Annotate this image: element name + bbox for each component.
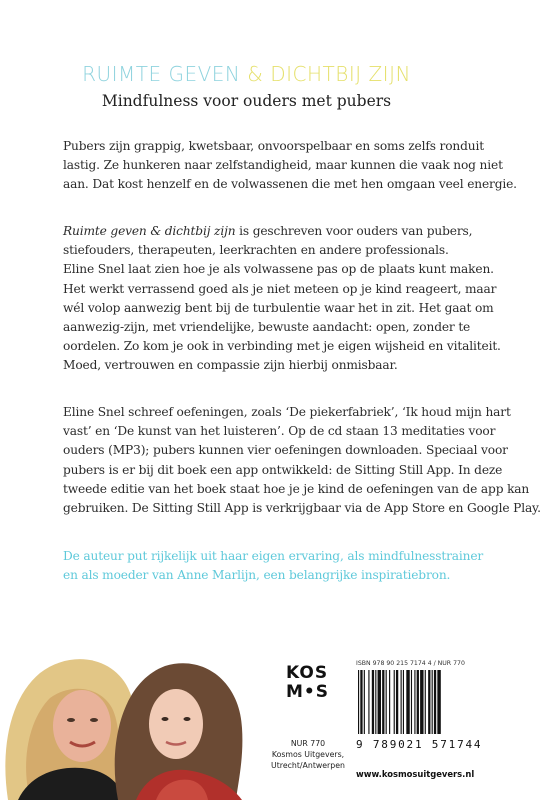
title-part-2: DICHTBIJ ZIJN (270, 62, 411, 86)
barcode-bar (386, 670, 387, 734)
kosmos-logo (286, 663, 330, 708)
nur-code: NUR 770 (290, 739, 326, 748)
blurb-paragraph-3 (63, 403, 541, 518)
barcode-bar (401, 670, 402, 734)
barcode-bar (414, 670, 415, 734)
barcode-bar (394, 670, 395, 734)
book-title (0, 62, 493, 86)
blurb-line: ouders (MP3); pubers kunnen vier oefeningen downloaden. Speciaal voor (63, 443, 508, 458)
barcode-bar (382, 670, 384, 734)
barcode-bar (417, 670, 419, 734)
barcode-bar (406, 670, 409, 734)
blurb-line: Moed, vertrouwen en compassie zijn hierbij onmisbaar. (63, 358, 398, 373)
barcode-bar (364, 670, 365, 734)
isbn-label: ISBN 978 90 215 7174 4 / NUR 770 (356, 660, 465, 667)
blurb-line: wél volop aanwezig bent bij de turbulentie waar het in zit. Het gaat om (63, 300, 494, 315)
blurb-line (63, 222, 473, 241)
book-title-italic: Ruimte geven & dichtbij zijn (63, 224, 236, 238)
isbn-digits: 9 789021 571744 (356, 738, 483, 751)
author-photo (0, 628, 250, 800)
blurb-line: Eline Snel laat zien hoe je als volwassene pas op de plaats kunt maken. (63, 262, 494, 277)
barcode-bar (375, 670, 376, 734)
blurb-line: lastig. Ze hunkeren naar zelfstandigheid, maar kunnen die vaak nog niet (63, 158, 503, 173)
book-subtitle: Mindfulness voor ouders met pubers (101, 92, 392, 110)
barcode-bar (420, 670, 423, 734)
blurb-text: is geschreven voor ouders van pubers, (235, 224, 473, 238)
blurb-line: Eline Snel schreef oefeningen, zoals ‘De piekerfabriek’, ‘Ik houd mijn hart (63, 405, 511, 419)
logo-text-bottom: M•S (286, 682, 330, 702)
barcode-bar (368, 670, 369, 734)
barcode (356, 670, 474, 736)
blurb-line: en als moeder van Anne Marlijn, een belangrijke inspiratiebron. (63, 568, 451, 583)
blurb-line: oordelen. Zo kom je ook in verbinding met je eigen wijsheid en vitaliteit. (63, 339, 501, 354)
barcode-bar (434, 670, 436, 734)
barcode-bar (432, 670, 433, 734)
blurb-line: aanwezig-zijn, met vriendelijke, bewuste aandacht: open, zonder te (63, 320, 471, 335)
blurb-line: gebruiken. De Sitting Still App is verkrijgbaar via de App Store en Google Play. (63, 501, 541, 516)
blurb-line: vast’ en ‘De kunst van het luisteren’. Op de cd staan 13 meditaties voor (63, 424, 496, 439)
blurb-line: Pubers zijn grappig, kwetsbaar, onvoorspelbaar en soms zelfs ronduit (63, 139, 484, 153)
logo-text-top: KOS (286, 663, 329, 683)
barcode-bar (389, 670, 390, 734)
barcode-bar (358, 670, 359, 734)
title-part-1: RUIMTE GEVEN (82, 62, 241, 86)
blurb-line: De auteur put rijkelijk uit haar eigen ervaring, als mindfulnesstrainer (63, 549, 484, 563)
blurb-line: stiefouders, therapeuten, leerkrachten en andere professionals. (63, 243, 449, 258)
barcode-bar (437, 670, 440, 734)
publisher-info (268, 738, 348, 771)
publisher-website: www.kosmosuitgevers.nl (356, 769, 475, 779)
title-ampersand: & (240, 62, 271, 86)
barcode-bar (372, 670, 374, 734)
blurb-paragraph-4 (63, 547, 484, 585)
barcode-bar (360, 670, 362, 734)
publisher-city: Utrecht/Antwerpen (271, 761, 345, 770)
barcode-bar (378, 670, 381, 734)
barcode-bar (411, 670, 412, 734)
publisher-name: Kosmos Uitgevers, (271, 750, 345, 759)
blurb-line: Het werkt verrassend goed als je niet meteen op je kind reageert, maar (63, 281, 497, 296)
blurb-paragraph-1 (63, 137, 517, 195)
barcode-bar (428, 670, 430, 734)
blurb-line: tweede editie van het boek staat hoe je je kind de oefeningen van de app kan (63, 481, 530, 496)
barcode-bar (403, 670, 404, 734)
barcode-bar (425, 670, 426, 734)
barcode-bar (396, 670, 398, 734)
blurb-paragraph-2 (63, 222, 501, 376)
blurb-line: aan. Dat kost henzelf en de volwassenen die met hen omgaan veel energie. (63, 177, 517, 192)
blurb-line: pubers is er bij dit boek een app ontwikkeld: de Sitting Still App. In deze (63, 462, 503, 477)
